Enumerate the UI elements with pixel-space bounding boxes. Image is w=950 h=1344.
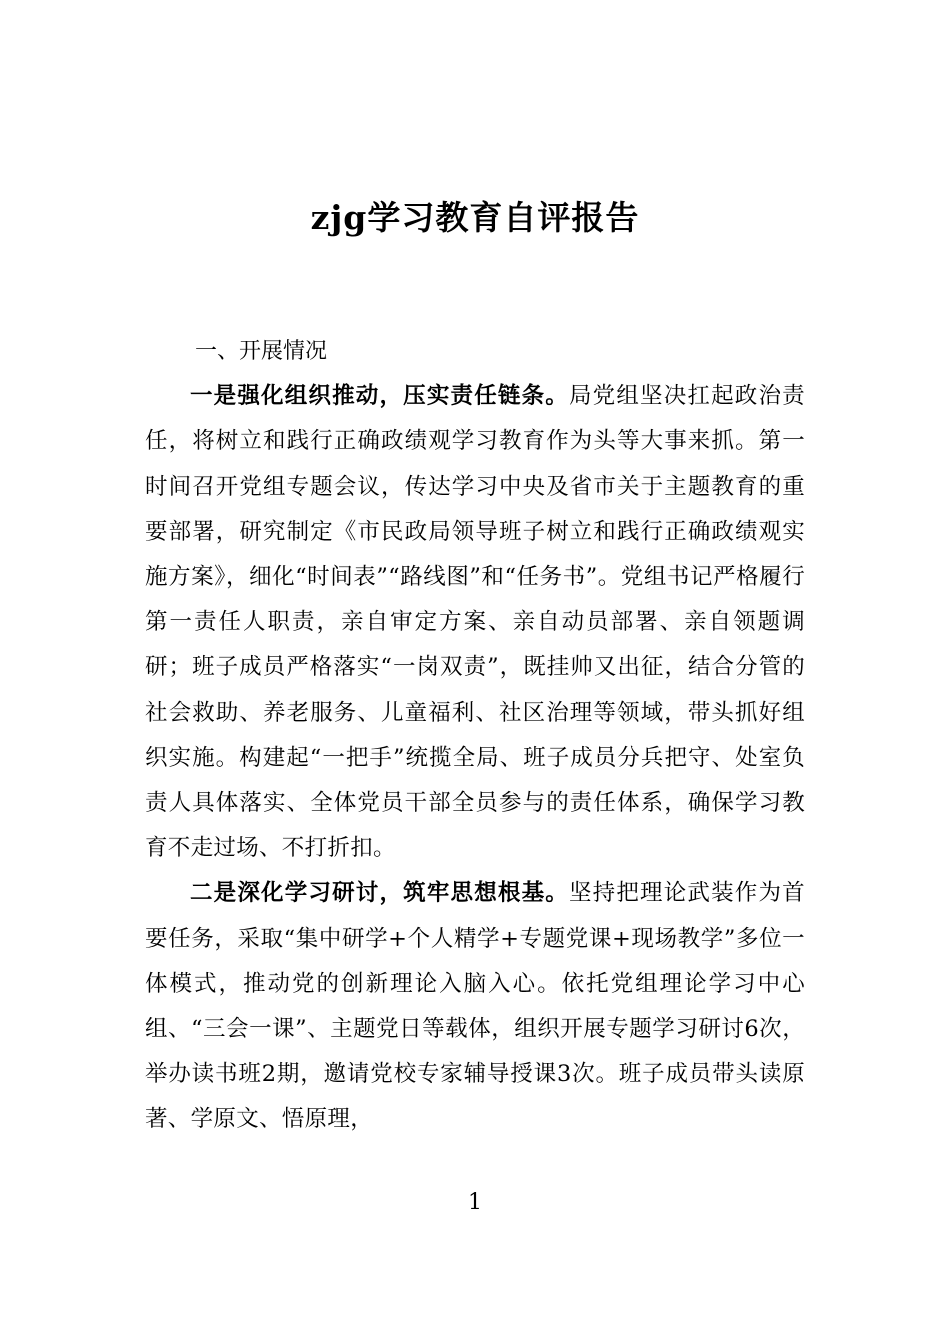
document-title: zjg学习教育自评报告 bbox=[310, 198, 640, 237]
paragraph-2-lead: 二是深化学习研讨，筑牢思想根基。 bbox=[190, 880, 569, 907]
document-body bbox=[145, 329, 805, 1143]
paragraph-1 bbox=[145, 374, 805, 871]
section-heading: 一、开展情况 bbox=[195, 339, 328, 364]
paragraph-2 bbox=[145, 871, 805, 1142]
paragraph-1-lead: 一是强化组织推动，压实责任链条。 bbox=[190, 383, 569, 410]
paragraph-2-body: 坚持把理论武装作为首要任务，采取“集中研学+个人精学+专题党课+现场教学”多位一体模式，推动党的创新理论入脑入心。依托党组理论学习中心组、“三会一课”、主题党日等载体，组织开展专题学习研讨6次，举办读书班2期，邀请党校专家辅导授课3次。班子成员带头读原著、学原文、悟原理， bbox=[145, 880, 805, 1133]
page-number: 1 bbox=[468, 1190, 482, 1215]
paragraph-1-body: 局党组坚决扛起政治责任，将树立和践行正确政绩观学习教育作为头等大事来抓。第一时间召开党组专题会议，传达学习中央及省市关于主题教育的重要部署，研究制定《市民政局领导班子树立和践行正确政绩观实施方案》，细化“时间表”“路线图”和“任务书”。党组书记严格履行第一责任人职责，亲自审定方案、亲自动员部署、亲自领题调研；班子成员严格落实“一岗双责”，既挂帅又出征，结合分管的社会救助、养老服务、儿童福利、社区治理等领域，带头抓好组织实施。构建起“一把手”统揽全局、班子成员分兵把守、处室负责人具体落实、全体党员干部全员参与的责任体系，确保学习教育不走过场、不打折扣。 bbox=[145, 383, 805, 862]
